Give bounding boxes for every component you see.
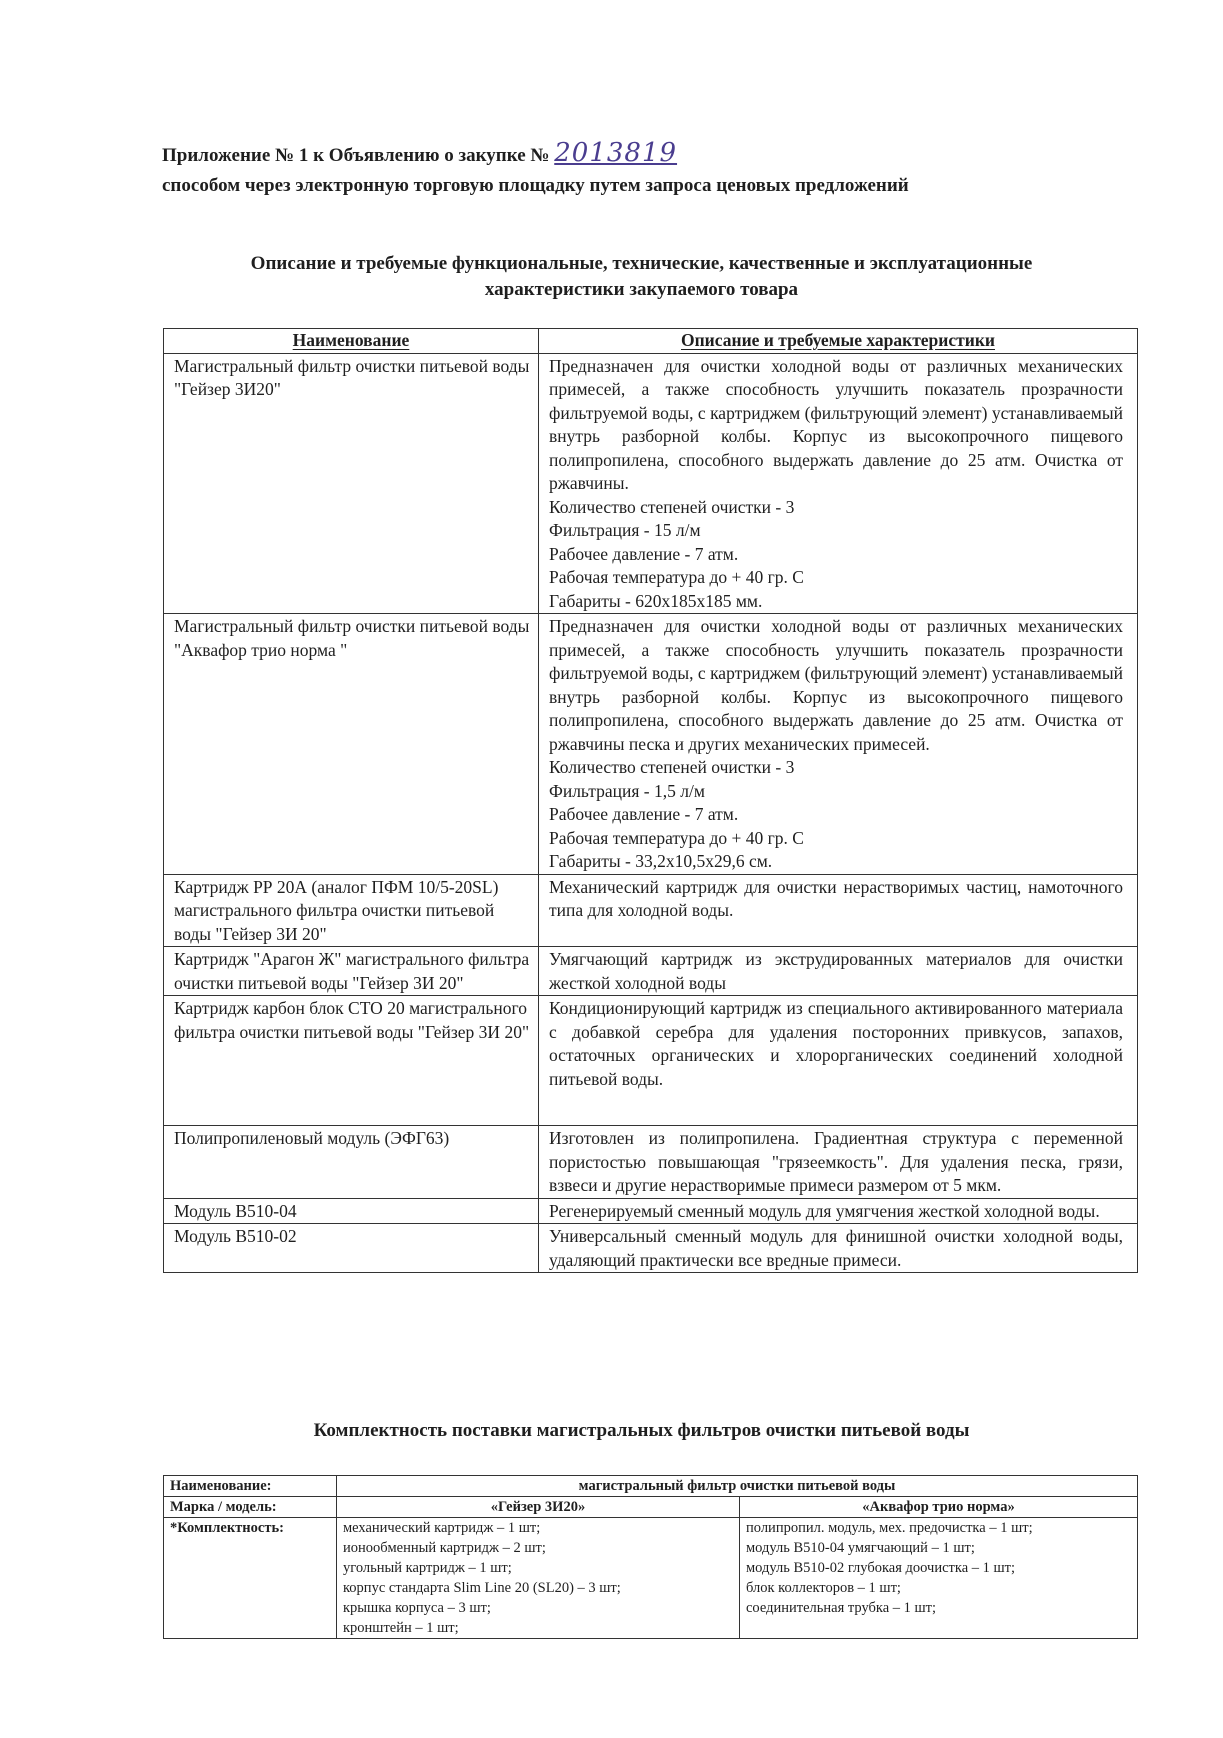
product-description: Предназначен для очистки холодной воды от различных механических примесей, а также способность улучшить показатель прозрачности фильтруемой воды, с картриджем (фильтрующий элемент) устанавливаемый внутрь разборной колбы. Корпус из высокопрочного пищевого полипропилена, способного выдержать давление до 25 атм. Очистка от ржавчины песка и других механических примесей. bbox=[549, 616, 1123, 754]
column-header-description: Описание и требуемые характеристики bbox=[539, 329, 1138, 354]
product-description: Предназначен для очистки холодной воды от различных механических примесей, а также способность улучшить показатель прозрачности фильтруемой воды, с картриджем (фильтрующий элемент) устанавливаемый внутрь разборной колбы. Корпус из высокопрочного пищевого полипропилена, способного выдержать давление до 25 атм. Очистка от ржавчины. bbox=[549, 355, 1123, 493]
document-header bbox=[162, 138, 909, 201]
supply-label-name: Наименование: bbox=[164, 1476, 337, 1497]
supply-row-name bbox=[164, 1476, 1138, 1497]
supply-item: полипропил. модуль, мех. предочистка – 1 шт; bbox=[746, 1520, 1033, 1536]
product-description-cell bbox=[539, 947, 1138, 996]
product-description-cell bbox=[539, 1198, 1138, 1224]
table-row bbox=[164, 874, 1138, 947]
specifications-body bbox=[164, 353, 1138, 1273]
product-name: Полипропиленовый модуль (ЭФГ63) bbox=[164, 1126, 539, 1199]
table-row bbox=[164, 614, 1138, 875]
table-row bbox=[164, 1126, 1138, 1199]
product-description-cell bbox=[539, 1126, 1138, 1199]
specifications-table bbox=[163, 328, 1138, 1273]
spec-line: Габариты - 33,2х10,5х29,6 см. bbox=[549, 851, 773, 871]
product-name: Картридж карбон блок СТО 20 магистрального фильтра очистки питьевой воды "Гейзер 3И 20" bbox=[164, 996, 539, 1126]
product-description-cell bbox=[539, 874, 1138, 947]
product-description-cell bbox=[539, 996, 1138, 1126]
table-header-row bbox=[164, 329, 1138, 354]
supply-item: механический картридж – 1 шт; bbox=[343, 1520, 541, 1536]
supply-set-2 bbox=[740, 1518, 1138, 1639]
table-row bbox=[164, 947, 1138, 996]
product-description-cell bbox=[539, 1224, 1138, 1273]
supply-model-1: «Гейзер 3И20» bbox=[337, 1497, 740, 1518]
supply-item: корпус стандарта Slim Line 20 (SL20) – 3 шт; bbox=[343, 1580, 621, 1596]
spec-line: Количество степеней очистки - 3 bbox=[549, 496, 795, 517]
header-line-1 bbox=[162, 138, 909, 171]
spec-line: Фильтрация - 1,5 л/м bbox=[549, 780, 705, 801]
product-description: Универсальный сменный модуль для финишной очистки холодной воды, удаляющий практически все вредные примеси. bbox=[549, 1226, 1123, 1270]
supply-item: модуль В510-02 глубокая доочистка – 1 шт; bbox=[746, 1560, 1016, 1576]
section-1-title bbox=[120, 251, 1163, 303]
product-name: Магистральный фильтр очистки питьевой воды "Аквафор трио норма " bbox=[164, 614, 539, 875]
spec-line: Рабочее давление - 7 атм. bbox=[549, 804, 739, 824]
supply-item: кронштейн – 1 шт; bbox=[343, 1620, 459, 1636]
product-description-cell bbox=[539, 353, 1138, 614]
spec-line: Рабочая температура до + 40 гр. С bbox=[549, 827, 804, 848]
product-name: Модуль В510-02 bbox=[164, 1224, 539, 1273]
header-prefix: Приложение № 1 к Объявлению о закупке № bbox=[162, 145, 550, 166]
supply-item: угольный картридж – 1 шт; bbox=[343, 1560, 512, 1576]
table-row bbox=[164, 353, 1138, 614]
product-name: Картридж РР 20А (аналог ПФМ 10/5-20SL) магистрального фильтра очистки питьевой воды "Гейзер 3И 20" bbox=[164, 874, 539, 947]
product-description: Механический картридж для очистки нерастворимых частиц, намоточного типа для холодной воды. bbox=[549, 876, 1123, 920]
supply-item: крышка корпуса – 3 шт; bbox=[343, 1600, 491, 1616]
table-row bbox=[164, 1224, 1138, 1273]
product-description: Умягчающий картридж из экструдированных материалов для очистки жесткой холодной воды bbox=[549, 949, 1123, 993]
product-name: Картридж "Арагон Ж" магистрального фильтра очистки питьевой воды "Гейзер 3И 20" bbox=[164, 947, 539, 996]
handwritten-purchase-number: 2013819 bbox=[554, 138, 678, 168]
table-row bbox=[164, 1198, 1138, 1224]
product-name: Модуль В510-04 bbox=[164, 1198, 539, 1224]
supply-name-value: магистральный фильтр очистки питьевой воды bbox=[337, 1476, 1138, 1497]
column-header-name: Наименование bbox=[164, 329, 539, 354]
product-description: Изготовлен из полипропилена. Градиентная структура с переменной пористостью повышающая "грязеемкость". Для удаления песка, грязи, взвеси и другие нерастворимые примеси размером от 5 мкм. bbox=[549, 1128, 1123, 1195]
section-1-title-line-2: характеристики закупаемого товара bbox=[484, 279, 799, 300]
supply-item: модуль В510-04 умягчающий – 1 шт; bbox=[746, 1540, 975, 1556]
spec-line: Рабочее давление - 7 атм. bbox=[549, 543, 739, 564]
section-2-title: Комплектность поставки магистральных фильтров очистки питьевой воды bbox=[313, 1420, 970, 1441]
supply-item: соединительная трубка – 1 шт; bbox=[746, 1600, 937, 1616]
supply-model-2: «Аквафор трио норма» bbox=[740, 1497, 1138, 1518]
supply-table bbox=[163, 1475, 1138, 1639]
supply-row-model bbox=[164, 1497, 1138, 1518]
table-row bbox=[164, 996, 1138, 1126]
spec-line: Габариты - 620х185х185 мм. bbox=[549, 590, 763, 611]
spec-line: Рабочая температура до + 40 гр. С bbox=[549, 567, 804, 587]
spec-line: Количество степеней очистки - 3 bbox=[549, 757, 795, 777]
product-description: Регенерируемый сменный модуль для умягчения жесткой холодной воды. bbox=[549, 1200, 1100, 1221]
product-description-cell bbox=[539, 614, 1138, 875]
header-line-2: способом через электронную торговую площадку путем запроса ценовых предложений bbox=[162, 175, 909, 196]
supply-label-model: Марка / модель: bbox=[164, 1497, 337, 1518]
supply-label-set: *Комплектность: bbox=[164, 1518, 337, 1639]
supply-row-set bbox=[164, 1518, 1138, 1639]
section-1-title-line-1: Описание и требуемые функциональные, технические, качественные и эксплуатационные bbox=[250, 253, 1033, 274]
product-name: Магистральный фильтр очистки питьевой воды "Гейзер 3И20" bbox=[164, 353, 539, 614]
supply-item: блок коллекторов – 1 шт; bbox=[746, 1580, 901, 1596]
supply-item: ионообменный картридж – 2 шт; bbox=[343, 1540, 546, 1556]
product-description: Кондиционирующий картридж из специального активированного материала с добавкой серебра для удаления посторонних привкусов, запахов, остаточных органических и хлорорганических соединений холодной питьевой воды. bbox=[549, 998, 1123, 1089]
supply-set-1 bbox=[337, 1518, 740, 1639]
spec-line: Фильтрация - 15 л/м bbox=[549, 520, 701, 540]
